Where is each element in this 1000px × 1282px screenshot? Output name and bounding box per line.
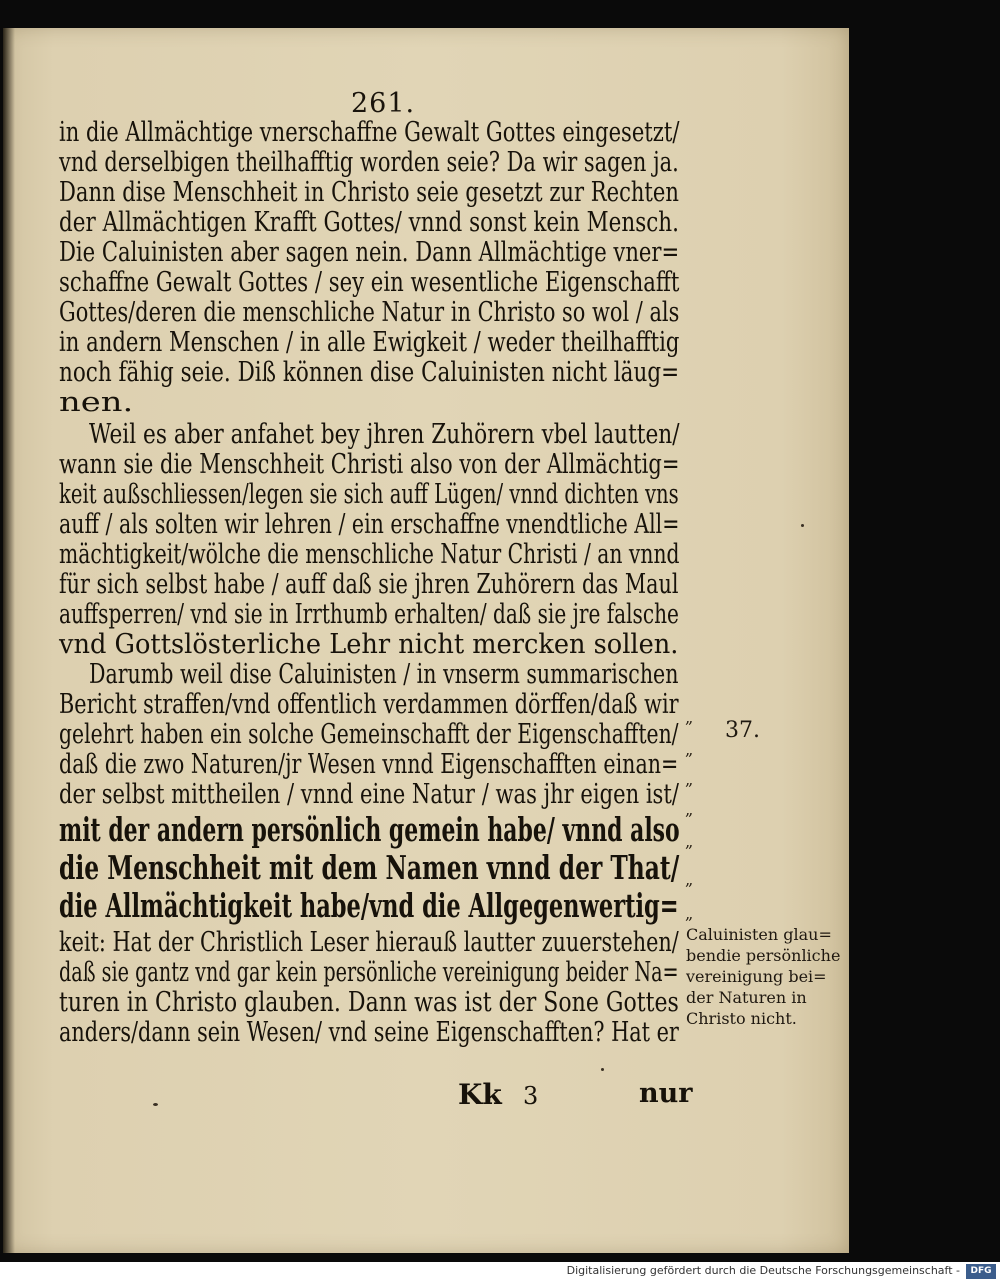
- catchword: nur: [639, 1078, 693, 1109]
- text-line: Weil es aber anfahet bey jhren Zuhörern vbel lautten/: [89, 419, 680, 450]
- text-line: anders/dann sein Wesen/ vnd seine Eigenschafften? Hat er: [59, 1017, 679, 1048]
- text-line: der selbst mittheilen / vnnd eine Natur / was jhr eigen ist/: [59, 779, 679, 810]
- text-line: Dann dise Menschheit in Christo seie gesetzt zur Rechten: [59, 177, 679, 208]
- quote-mark: „: [685, 904, 694, 923]
- text-line: für sich selbst habe / auff daß sie jhren Zuhörern das Maul: [59, 569, 679, 600]
- paper-speck: [801, 524, 804, 527]
- quote-mark: „: [685, 770, 694, 789]
- page-gutter-shadow: [3, 28, 15, 1253]
- quote-mark: „: [685, 740, 694, 759]
- margin-note-line: bendie persönliche: [686, 946, 841, 965]
- text-line-emphasis: die Allmächtigkeit habe/vnd die Allgegenwertig=: [59, 886, 679, 925]
- margin-note-line: der Naturen in: [686, 988, 807, 1007]
- text-line: mächtigkeit/wölche die menschliche Natur Christi / an vnnd: [59, 539, 680, 570]
- quote-mark: „: [685, 832, 694, 851]
- margin-note-line: Christo nicht.: [686, 1009, 797, 1028]
- text-line: schaffne Gewalt Gottes / sey ein wesentliche Eigenschafft: [59, 267, 680, 298]
- text-line: auff / als solten wir lehren / ein erschaffne vnendtliche All=: [59, 509, 680, 540]
- book-page: [3, 28, 849, 1253]
- text-line-emphasis: die Menschheit mit dem Namen vnnd der That/: [59, 848, 680, 887]
- margin-note-line: Caluinisten glau=: [686, 925, 832, 944]
- text-line: vnd Gottslösterliche Lehr nicht mercken sollen.: [59, 629, 679, 660]
- footer-bar: [0, 1262, 1000, 1282]
- margin-note-line: vereinigung bei=: [686, 967, 827, 986]
- text-line: Bericht straffen/vnd offentlich verdammen dörffen/daß wir: [59, 689, 679, 720]
- text-line: noch fähig seie. Diß können dise Caluinisten nicht läug=: [59, 357, 680, 388]
- text-line: in die Allmächtige vnerschaffne Gewalt Gottes eingesetzt/: [59, 117, 680, 148]
- text-line: turen in Christo glauben. Dann was ist der Sone Gottes: [59, 987, 679, 1018]
- signature-mark: Kk: [458, 1078, 502, 1111]
- text-line: keit: Hat der Christlich Leser hierauß lautter zuuerstehen/: [59, 927, 679, 958]
- text-line: keit außschliessen/legen sie sich auff Lügen/ vnnd dichten vns: [59, 479, 679, 510]
- text-line: Darumb weil dise Caluinisten / in vnserm summarischen: [89, 659, 679, 690]
- text-line: der Allmächtigen Krafft Gottes/ vnnd sonst kein Mensch.: [59, 207, 679, 238]
- quote-mark: „: [685, 870, 694, 889]
- page-number: 261.: [351, 88, 416, 119]
- text-line: gelehrt haben ein solche Gemeinschafft der Eigenschafften/: [59, 719, 679, 750]
- quote-mark: „: [685, 708, 694, 727]
- text-line: auffsperren/ vnd sie in Irrthumb erhalten/ daß sie jre falsche: [59, 599, 679, 630]
- text-line: nen.: [59, 387, 134, 418]
- text-line: Gottes/deren die menschliche Natur in Christo so wol / als: [59, 297, 680, 328]
- text-line: wann sie die Menschheit Christi also von der Allmächtig=: [59, 449, 680, 480]
- paper-speck: [153, 1103, 158, 1106]
- signature-number: 3: [523, 1082, 539, 1110]
- paper-speck: [601, 1068, 604, 1071]
- text-line: vnd derselbigen theilhafftig worden seie? Da wir sagen ja.: [59, 147, 679, 178]
- dfg-logo: DFG: [966, 1264, 996, 1279]
- text-line: daß sie gantz vnd gar kein persönliche vereinigung beider Na=: [59, 957, 679, 988]
- quote-mark: „: [685, 800, 694, 819]
- text-line: daß die zwo Naturen/jr Wesen vnnd Eigenschafften einan=: [59, 749, 679, 780]
- margin-number: 37.: [725, 718, 760, 743]
- text-line: Die Caluinisten aber sagen nein. Dann Allmächtige vner=: [59, 237, 680, 268]
- funding-notice: Digitalisierung gefördert durch die Deutsche Forschungsgemeinschaft -: [566, 1264, 960, 1277]
- text-line-emphasis: mit der andern persönlich gemein habe/ vnnd also: [59, 810, 680, 849]
- text-line: in andern Menschen / in alle Ewigkeit / weder theilhafftig: [59, 327, 680, 358]
